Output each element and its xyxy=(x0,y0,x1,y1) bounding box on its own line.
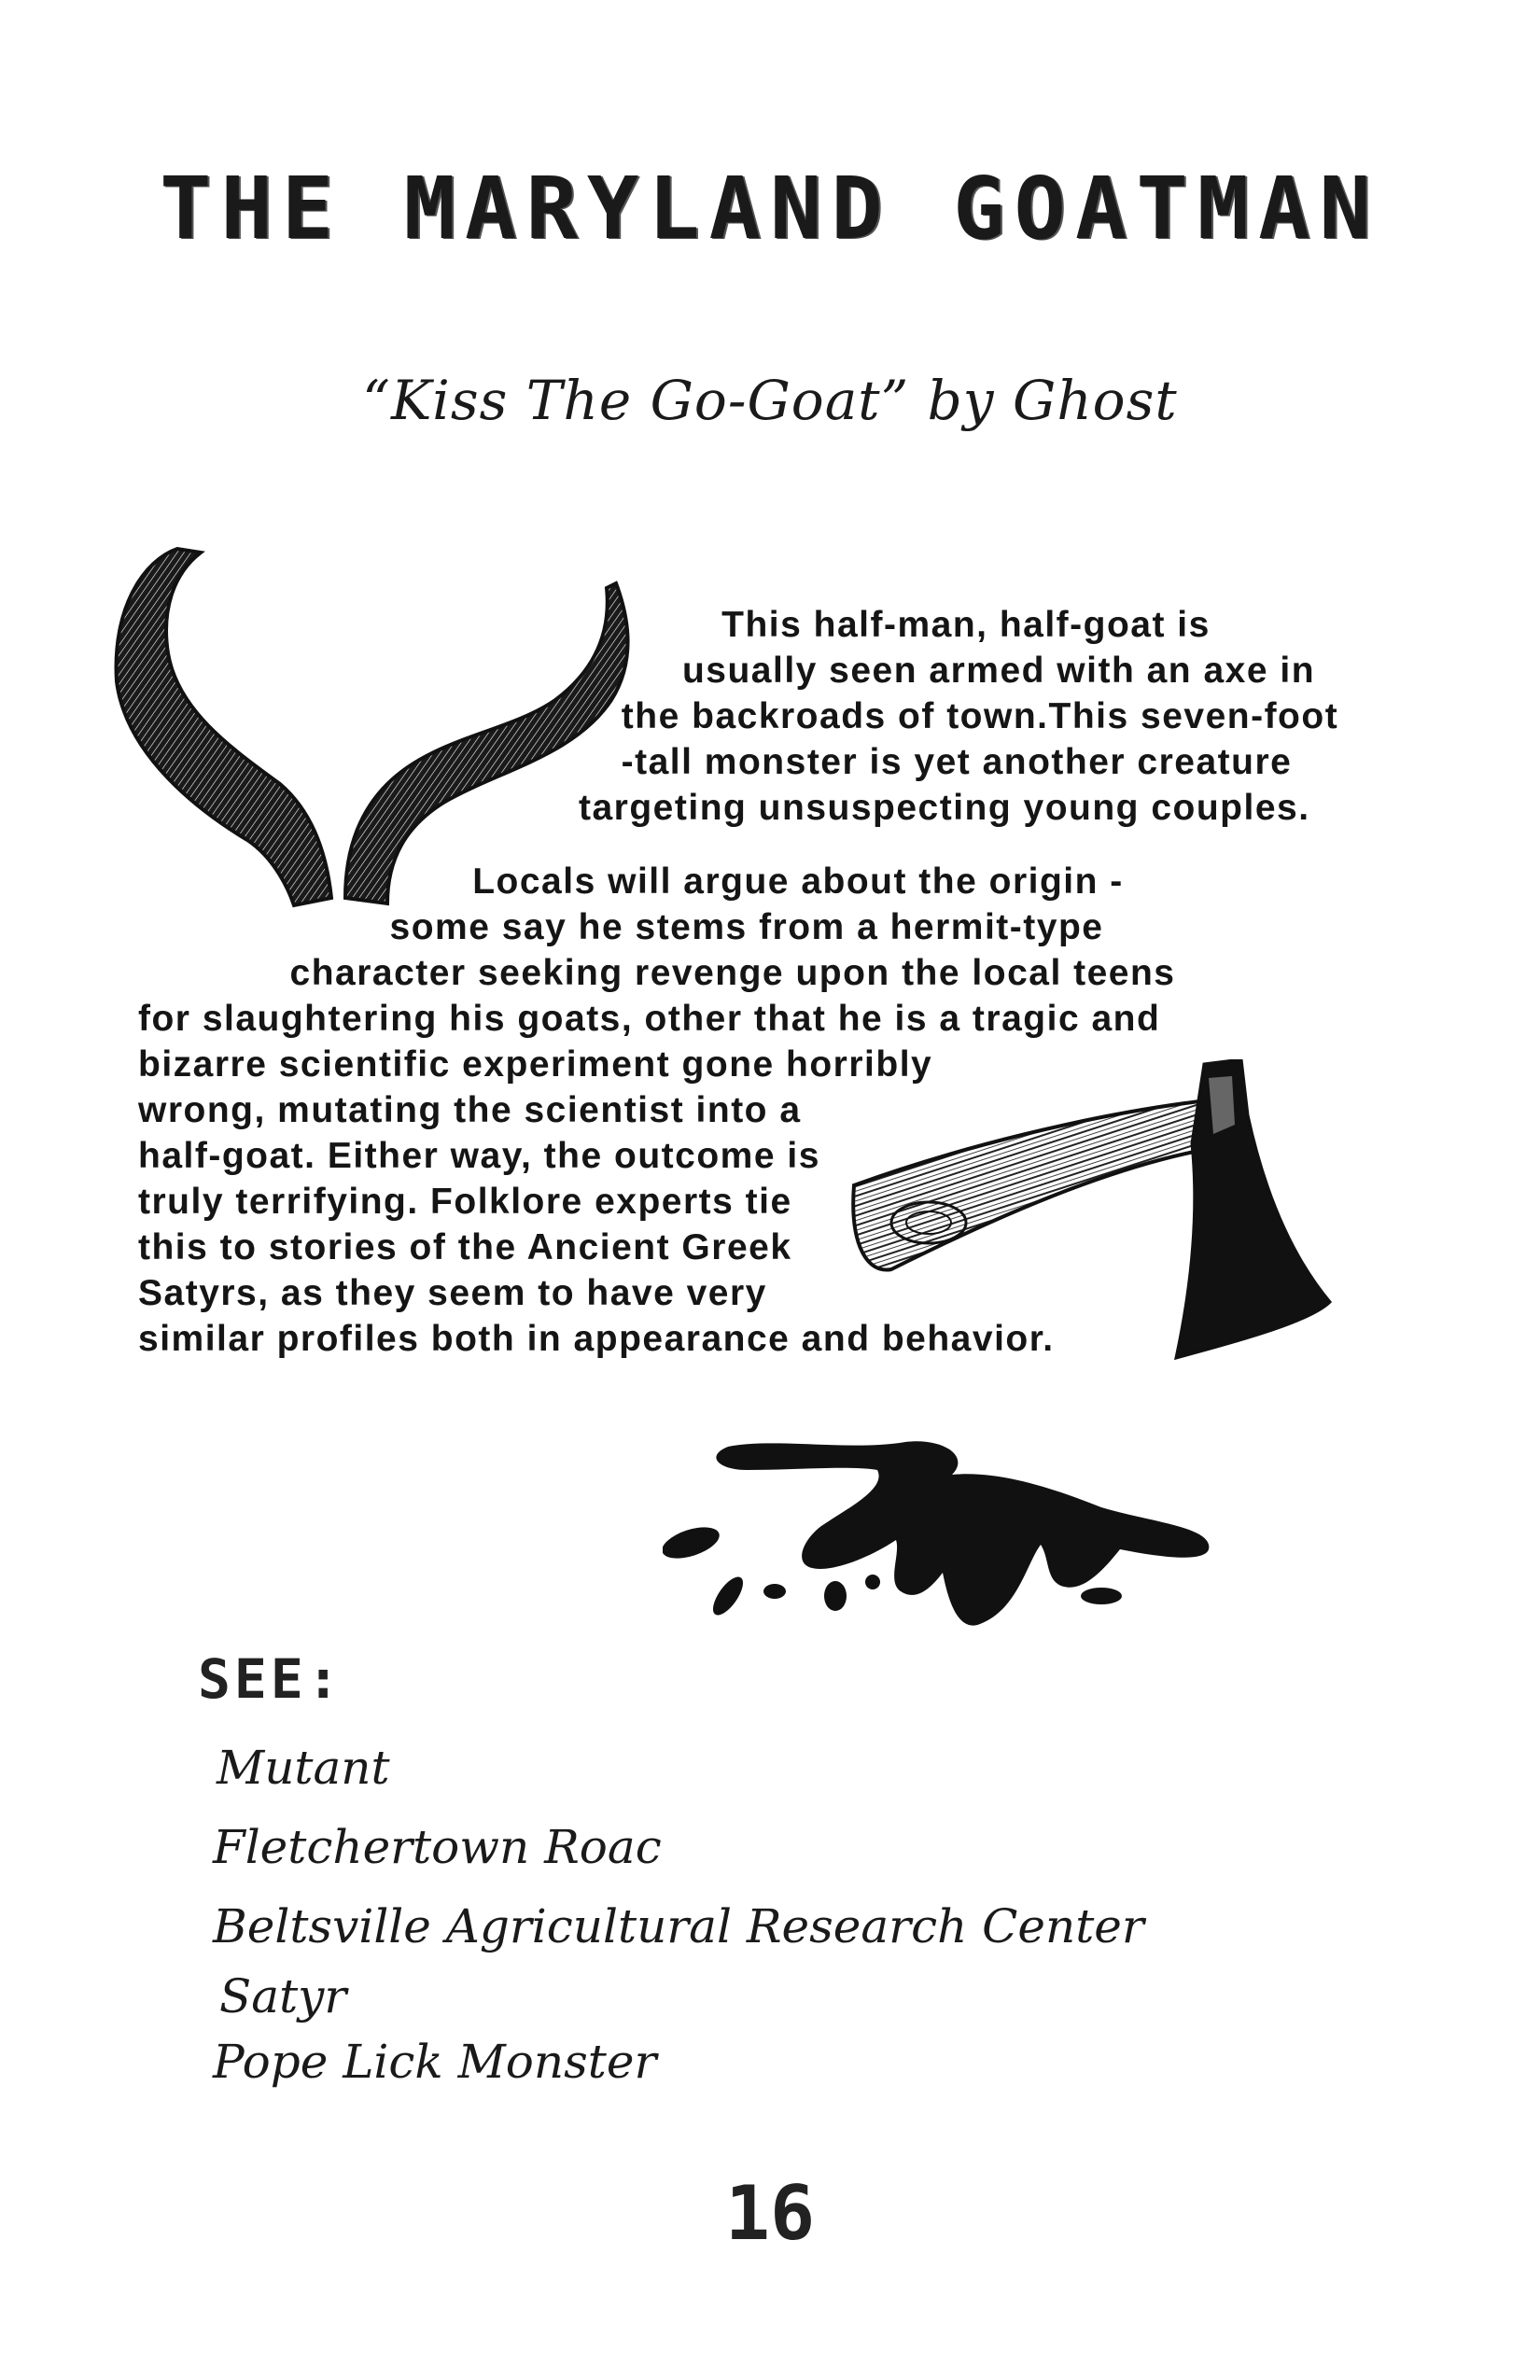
see-item: Fletchertown Roac xyxy=(213,1820,662,1874)
body-line: similar profiles both in appearance and behavior. xyxy=(138,1319,1055,1359)
body-line: some say he stems from a hermit-type xyxy=(389,907,1104,947)
body-line: wrong, mutating the scientist into a xyxy=(138,1090,802,1130)
body-line: half-goat. Either way, the outcome is xyxy=(138,1136,820,1176)
body-line: this to stories of the Ancient Greek xyxy=(138,1227,792,1267)
see-item: Pope Lick Monster xyxy=(213,2035,657,2089)
body-line: truly terrifying. Folklore experts tie xyxy=(138,1182,792,1222)
page-title: THE MARYLAND GOATMAN xyxy=(160,159,1380,259)
see-item: Beltsville Agricultural Research Center xyxy=(213,1899,1144,1953)
page-number: 16 xyxy=(724,2170,816,2257)
intro-line: usually seen armed with an axe in xyxy=(681,651,1316,691)
intro-line: the backroads of town.This seven-foot xyxy=(621,696,1339,736)
see-heading: SEE: xyxy=(198,1647,343,1711)
see-item: Satyr xyxy=(219,1969,347,2023)
intro-line: This half-man, half-goat is xyxy=(721,605,1211,645)
body-line: character seeking revenge upon the local teens xyxy=(289,953,1176,993)
body-line: Locals will argue about the origin - xyxy=(472,861,1124,902)
body-line: for slaughtering his goats, other that he is a tragic and xyxy=(138,999,1161,1039)
intro-line: -tall monster is yet another creature xyxy=(621,742,1293,782)
body-line: Satyrs, as they seem to have very xyxy=(138,1273,767,1313)
axe-icon xyxy=(845,1059,1349,1377)
page-subtitle: “Kiss The Go-Goat” by Ghost xyxy=(362,369,1178,432)
intro-line: targeting unsuspecting young couples. xyxy=(579,788,1310,828)
blood-splatter-icon xyxy=(663,1433,1223,1666)
body-line: bizarre scientific experiment gone horribly xyxy=(138,1044,933,1085)
see-item: Mutant xyxy=(217,1741,390,1795)
